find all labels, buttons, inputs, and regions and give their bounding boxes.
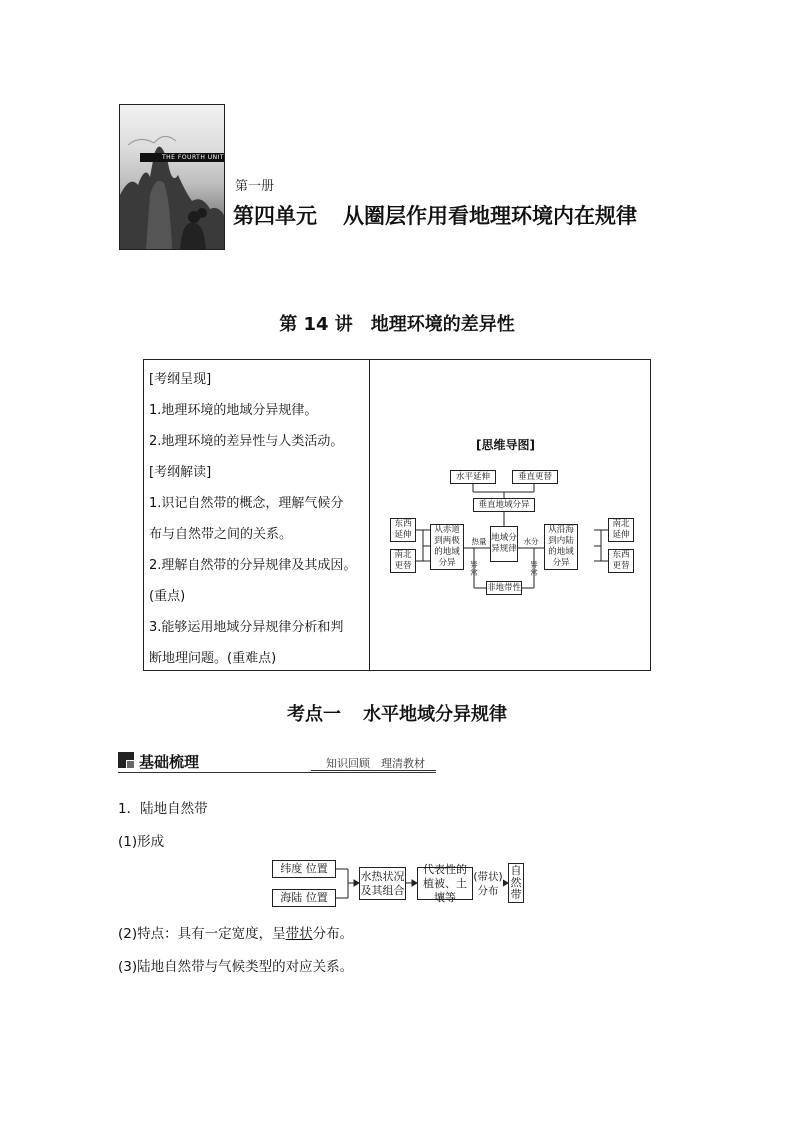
traits-line (118, 922, 353, 942)
mm-abnormal-left: 异常 (470, 560, 478, 577)
mind-map-title: [思维导图] (476, 438, 535, 452)
section-subtitle: 知识回顾 理清教材 (326, 757, 425, 770)
mm-azonal: 非地带性 (486, 581, 522, 595)
syllabus-line: 3.能够运用地域分异规律分析和判 (149, 620, 344, 635)
flow-natural-zone: 自然带 (508, 863, 524, 903)
syllabus-text (149, 364, 367, 674)
mm-heat-label: 热量 (471, 537, 487, 546)
mountain-illustration (120, 105, 224, 249)
mm-center: 地域分异规律 (490, 526, 518, 562)
syllabus-line: 1.地理环境的地域分异规律。 (149, 403, 318, 418)
unit-title (233, 200, 637, 230)
flow-representative: 代表性的植被、土壤等 (417, 867, 473, 900)
section-rule (118, 772, 436, 773)
flow-hydrothermal: 水热状况及其组合 (359, 867, 406, 900)
unit-name: 从圈层作用看地理环境内在规律 (343, 204, 637, 228)
mm-north-south-extend: 南北延伸 (608, 518, 634, 542)
section-rule-accent (311, 770, 436, 771)
syllabus-line: 2.地理环境的差异性与人类活动。 (149, 434, 344, 449)
mm-coast-to-inland: 从沿海到内陆的地域分异 (544, 524, 578, 570)
mm-abnormal-right: 异常 (530, 560, 538, 577)
flow-land-sea: 海陆 位置 (272, 889, 336, 907)
kaodian-name: 水平地域分异规律 (363, 704, 507, 725)
table-divider (369, 360, 370, 670)
mm-vertical-change: 垂直更替 (512, 470, 558, 484)
kaodian-label: 考点一 (287, 704, 341, 725)
unit-cover-image (119, 104, 225, 250)
traits-prefix: (2)特点：具有一定宽度，呈 (118, 926, 286, 942)
formation-flow (270, 857, 526, 909)
mm-equator-to-poles: 从赤道到两极的地域分异 (430, 524, 464, 570)
syllabus-line: 布与自然带之间的关系。 (149, 527, 293, 542)
book-label: 第一册 (235, 179, 275, 194)
correspondence-line: (3)陆地自然带与气候类型的对应关系。 (118, 959, 354, 975)
flow-latitude: 纬度 位置 (272, 860, 336, 878)
syllabus-line: 1.识记自然带的概念，理解气候分 (149, 496, 344, 511)
section-square-icon (118, 752, 134, 768)
unit-number: 第四单元 (233, 204, 317, 228)
mm-north-south-change: 南北更替 (390, 549, 416, 573)
flow-banded: (带状)分布 (473, 867, 503, 900)
syllabus-line: 2.理解自然带的分异规律及其成因。 (149, 558, 357, 573)
item-heading: 1．陆地自然带 (118, 801, 208, 817)
mm-vertical-zonation: 垂直地域分异 (473, 498, 535, 512)
lecture-title: 第 14 讲 地理环境的差异性 (279, 314, 515, 335)
mm-water-label: 水分 (523, 537, 539, 546)
unit-image-band (140, 153, 224, 162)
formation-heading: (1)形成 (118, 834, 165, 850)
mm-east-west-change: 东西更替 (608, 549, 634, 573)
kaodian-title (0, 700, 794, 726)
traits-underlined: 带状 (285, 926, 313, 942)
syllabus-line: [考纲呈现] (149, 372, 212, 387)
section-title: 基础梳理 (139, 753, 200, 771)
traits-suffix: 分布。 (312, 926, 354, 942)
syllabus-line: (重点) (149, 589, 186, 604)
unit-image-band-text: THE FOURTH UNIT (162, 154, 225, 161)
mm-east-west-extend: 东西延伸 (390, 518, 416, 542)
mind-map (384, 460, 640, 610)
syllabus-line: [考纲解读] (149, 465, 212, 480)
mm-horizontal-extend: 水平延伸 (450, 470, 496, 484)
syllabus-line: 断地理问题。(重难点) (149, 651, 277, 666)
